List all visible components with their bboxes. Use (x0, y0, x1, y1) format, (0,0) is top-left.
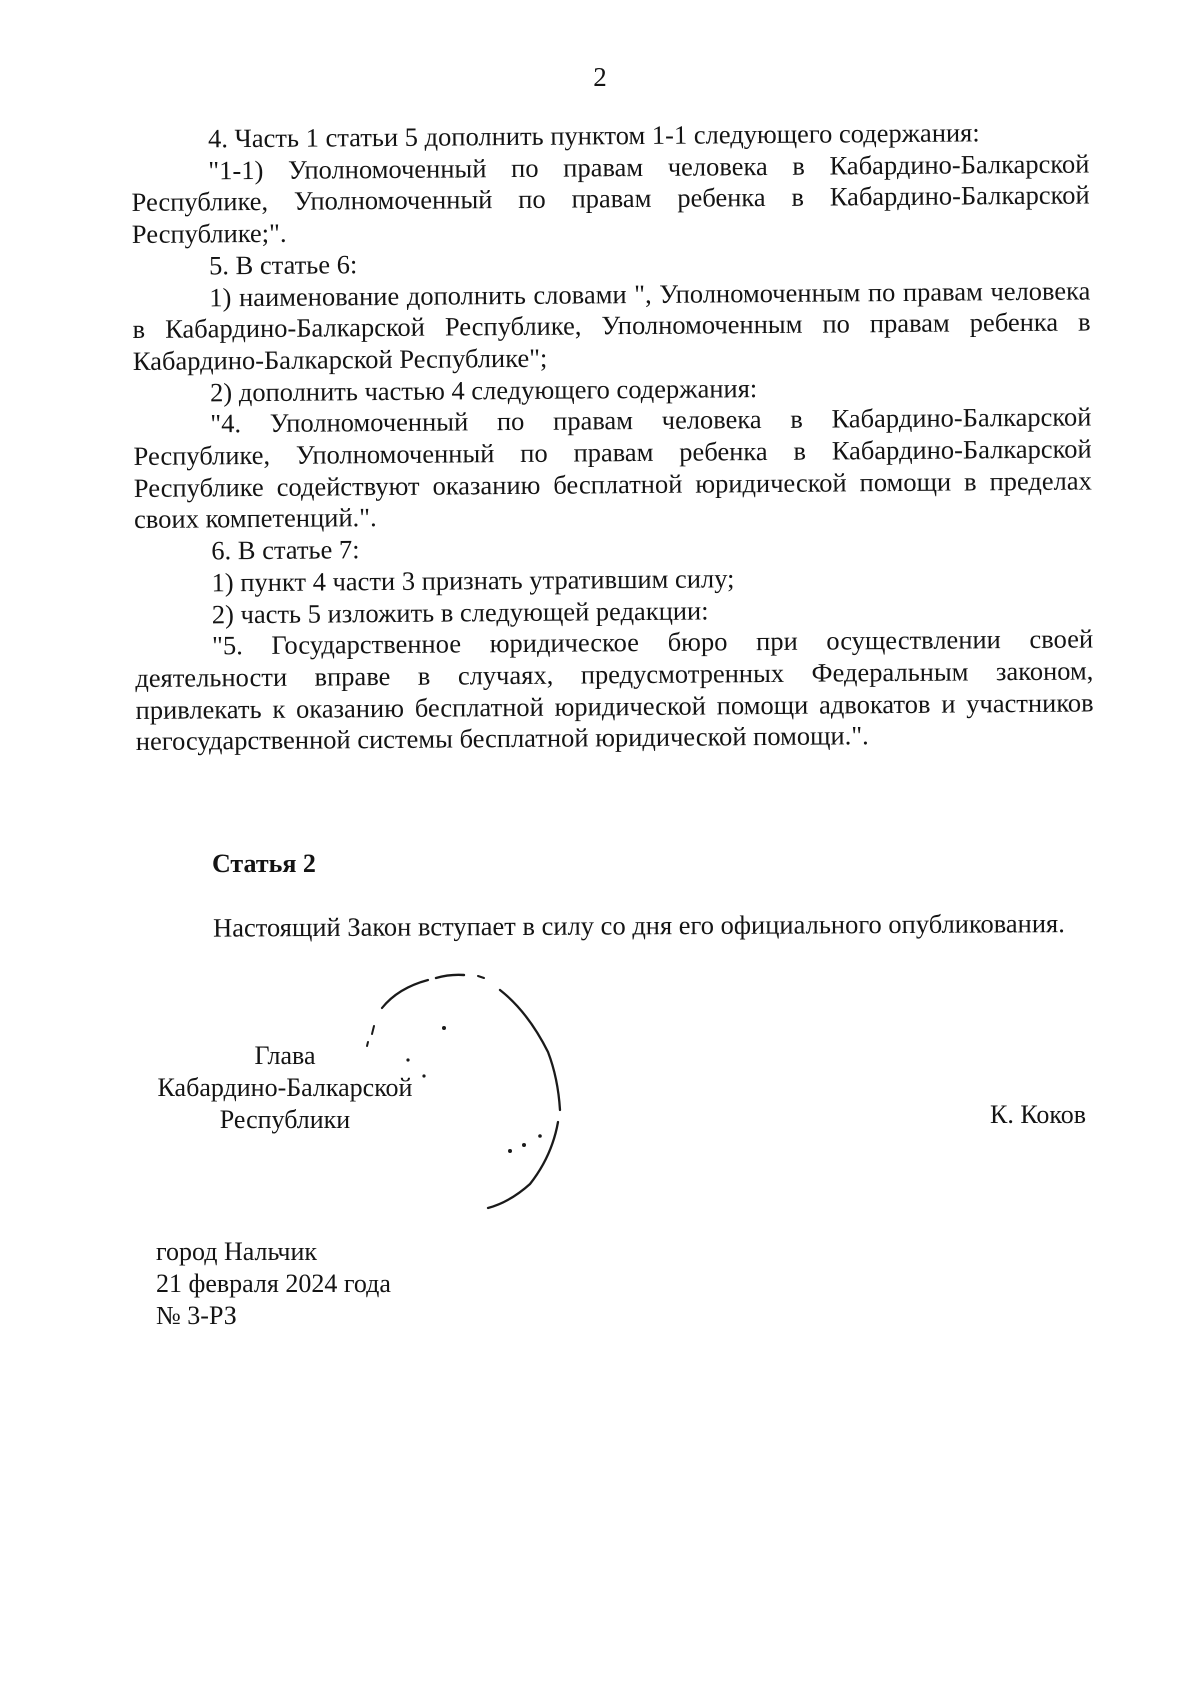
signer-name: К. Коков (990, 1100, 1086, 1129)
place: город Нальчик (156, 1237, 318, 1266)
article-2-heading: Статья 2 (212, 849, 316, 878)
place-date-block (156, 1236, 391, 1332)
paragraph: "4. Уполномоченный по правам человека в Кабардино-Балкарской Республике, Уполномоченный по правам ребенка в Кабардино-Балкарской Республике содействуют оказанию бесплатной юридической помощи в пределах своих компетенций.". (133, 401, 1092, 535)
paragraph: 1) наименование дополнить словами ", Уполномоченным по правам человека в Кабардино-Балкарской Республике, Уполномоченным по правам ребенка в Кабардино-Балкарской Республике"; (132, 274, 1091, 376)
paragraph: 5. В статье 6: (208, 249, 358, 281)
paragraph: "5. Государственное юридическое бюро при осуществлении своей деятельности вправе в случаях, предусмотренных Федеральным законом, привлекать к оказанию бесплатной юридической помощи адвокатов и участников негосударственной системы бесплатной юридической помощи.". (135, 623, 1094, 757)
paragraph: 6. В статье 7: (211, 534, 360, 566)
amendments-text (131, 116, 1094, 758)
page-number: 2 (593, 62, 607, 92)
article-2-paragraph: Настоящий Закон вступает в силу со дня его официального опубликования. (213, 908, 1065, 943)
date: 21 февраля 2024 года (156, 1269, 391, 1298)
signer-title-line: Кабардино-Балкарской (157, 1073, 413, 1102)
law-number: № 3-РЗ (156, 1301, 237, 1330)
signer-title-line: Республики (219, 1105, 351, 1134)
paragraph: 2) дополнить частью 4 следующего содержания: (209, 372, 758, 408)
paragraph: "1-1) Уполномоченный по правам человека в Кабардино-Балкарской Республике, Уполномоченный по правам ребенка в Кабардино-Балкарской Республике;". (131, 148, 1090, 250)
paragraph: 4. Часть 1 статьи 5 дополнить пунктом 1-1 следующего содержания: (207, 117, 980, 154)
article-2-text (131, 904, 1089, 947)
paragraph: 2) часть 5 изложить в следующей редакции: (211, 595, 709, 629)
paragraph: 1) пункт 4 части 3 признать утратившим силу; (211, 563, 735, 598)
handwritten-signature (360, 960, 620, 1220)
signer-title-line: Глава (254, 1041, 316, 1070)
